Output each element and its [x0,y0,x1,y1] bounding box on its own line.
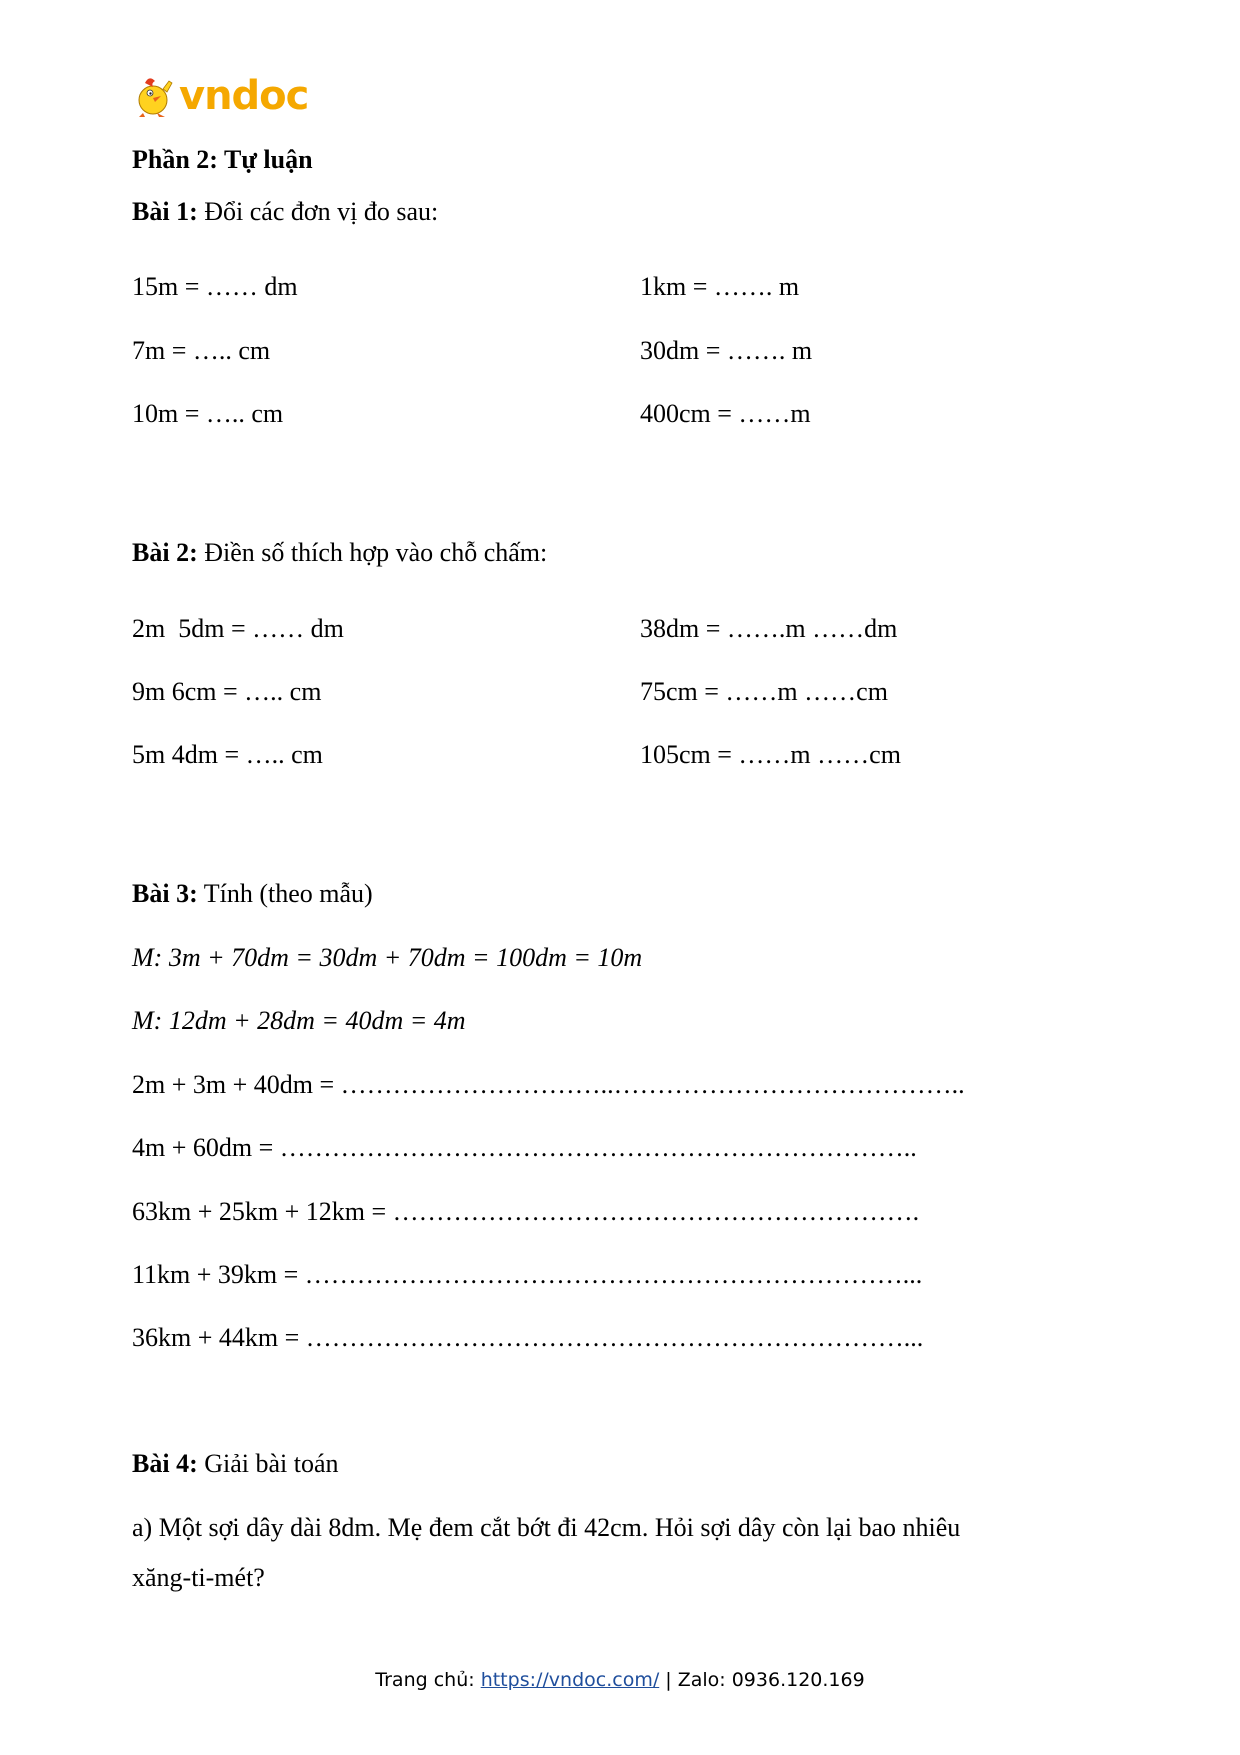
bai4-problem-a: a) Một sợi dây dài 8dm. Mẹ đem cắt bớt đi 42cm. Hỏi sợi dây còn lại bao nhiêu [132,1513,961,1542]
bai2-left-item: 2m 5dm = …… dm [132,614,344,643]
bai1-left-item: 10m = ….. cm [132,399,284,428]
homepage-link[interactable]: https://vndoc.com/ [480,1669,660,1691]
bai2-right-item: 105cm = ……m ……cm [640,740,901,769]
bai1-label: Bài 1: [132,197,198,226]
bai1-right-item: 1km = ……. m [640,272,800,301]
bai3-example: M: 12dm + 28dm = 40dm = 4m [132,1006,466,1035]
bai3-exercise: 4m + 60dm = ……………………………………………………………….. [132,1133,917,1162]
bai3-label: Bài 3: [132,879,198,908]
bai3-example: M: 3m + 70dm = 30dm + 70dm = 100dm = 10m [132,943,643,972]
bai3-instruction: Tính (theo mẫu) [197,879,373,908]
page-footer [0,1668,1240,1692]
logo-wordmark: vndoc [179,73,309,119]
bai4-problem-a-continued: xăng-ti-mét? [132,1563,265,1592]
bai2-right-item: 38dm = …….m ……dm [640,614,898,643]
bai2-left-item: 9m 6cm = ….. cm [132,677,322,706]
bai2-label: Bài 2: [132,538,198,567]
bai1-right-item: 30dm = ……. m [640,336,813,365]
bai2-instruction: Điền số thích hợp vào chỗ chấm: [197,538,548,567]
bai4-instruction: Giải bài toán [197,1449,339,1478]
bai2-heading [132,537,547,569]
bai1-heading [132,196,438,228]
bai3-exercise: 36km + 44km = ……………………………………………………………... [132,1323,924,1352]
bai1-left-item: 15m = …… dm [132,272,298,301]
bai3-exercise: 2m + 3m + 40dm = …………………………..………………………………….. [132,1070,965,1099]
bai4-label: Bài 4: [132,1449,198,1478]
bai1-left-item: 7m = ….. cm [132,336,271,365]
footer-prefix: Trang chủ: [375,1669,481,1691]
bai3-exercise: 11km + 39km = ……………………………………………………………... [132,1260,923,1289]
chicken-mascot-icon [133,73,175,119]
vndoc-logo [133,72,313,120]
bai2-right-item: 75cm = ……m ……cm [640,677,888,706]
footer-contact: | Zalo: 0936.120.169 [659,1669,865,1691]
bai3-heading [132,878,373,910]
section-title: Phần 2: Tự luận [132,145,313,174]
bai4-heading [132,1448,339,1480]
bai2-left-item: 5m 4dm = ….. cm [132,740,323,769]
bai3-exercise: 63km + 25km + 12km = ……………………………………………………. [132,1197,920,1226]
bai1-instruction: Đổi các đơn vị đo sau: [197,197,439,226]
bai1-right-item: 400cm = ……m [640,399,811,428]
